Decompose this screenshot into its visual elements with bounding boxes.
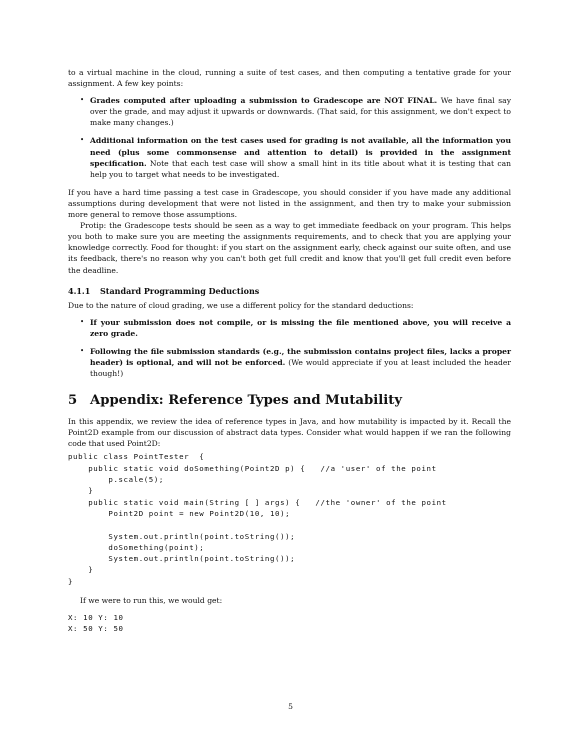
deductions-list <box>68 317 511 379</box>
paragraph-assumptions: If you have a hard time passing a test case in Gradescope, you should consider if you have made any additional assumptions during development that were not listed in the assignment, and then try to make your submission more general to remove those assumptions. <box>68 187 511 220</box>
bullet-icon: • <box>80 136 85 145</box>
bullet-icon: • <box>80 346 85 355</box>
code-line: p.scale(5); <box>68 475 164 485</box>
list-item-bold: Additional information on the test cases used for grading is not available, all the information you need (plus some commonsense and attention to detail) is provided in the assignment specification. <box>90 136 511 168</box>
subsection-number: 4.1.1 <box>68 285 91 296</box>
list-item-text: Note that each test case will show a small hint in its title about what it is testing that can help you to target what needs to be investigated. <box>90 158 511 179</box>
code-line: System.out.println(point.toString()); <box>68 554 296 564</box>
paragraph-appendix-intro: In this appendix, we review the idea of reference types in Java, and how mutability is impacted by it. Recall the Point2D example from our discussion of abstract data types. Consider what would happen if we ran the following code that used Point2D: <box>68 417 511 449</box>
output-line: X: 10 Y: 10 <box>68 613 124 623</box>
output-line: X: 50 Y: 50 <box>68 624 124 634</box>
section-heading <box>68 393 511 408</box>
list-item <box>68 346 511 379</box>
list-item-bold: Following the file submission standards (e.g., the submission contains project files, lacks a proper header) is optional, and will not be enforced. <box>90 346 511 367</box>
intro-paragraph: to a virtual machine in the cloud, running a suite of test cases, and then computing a tentative grade for your assignment. A few key points: <box>68 68 511 89</box>
code-line: public class PointTester { <box>68 452 205 462</box>
paragraph-deductions: Due to the nature of cloud grading, we use a different policy for the standard deductions: <box>68 300 414 310</box>
code-line: Point2D point = new Point2D(10, 10); <box>68 508 291 518</box>
code-line: System.out.println(point.toString()); <box>68 531 296 541</box>
paragraph-run-result: If we were to run this, we would get: <box>80 596 223 605</box>
code-line: } <box>68 486 94 496</box>
code-line: doSomething(point); <box>68 542 205 552</box>
section-title: Appendix: Reference Types and Mutability <box>90 393 402 409</box>
bullet-icon: • <box>80 96 85 105</box>
list-item-bold: Grades computed after uploading a submission to Gradescope are NOT FINAL. <box>90 96 438 106</box>
list-item <box>68 317 511 339</box>
subsection-title: Standard Programming Deductions <box>100 285 260 296</box>
page-number: 5 <box>288 702 293 711</box>
list-item <box>68 95 511 128</box>
program-output <box>68 612 511 635</box>
list-item <box>68 135 511 179</box>
list-item-bold: If your submission does not compile, or is missing the file mentioned above, you will receive a zero grade. <box>90 317 511 338</box>
code-line: } <box>68 565 94 575</box>
code-listing <box>68 451 511 587</box>
section-number: 5 <box>68 393 78 409</box>
list-item-text: We have final say over the grade, and may adjust it upwards or downwards. (That said, for this assignment, we don't expect to make many changes.) <box>90 96 511 128</box>
bullet-icon: • <box>80 317 85 326</box>
code-line: } <box>68 576 74 586</box>
grading-points-list <box>68 95 511 180</box>
list-item-text: (We would appreciate if you at least included the header though!) <box>90 357 511 379</box>
code-line: public static void doSomething(Point2D p) { //a 'user' of the point <box>68 463 437 473</box>
subsection-heading <box>68 286 511 296</box>
paragraph-protip: Protip: the Gradescope tests should be seen as a way to get immediate feedback on your program. This helps you both to make sure you are meeting the assignments requirements, and to check that you are applying your knowledge correctly. Food for thought: if you start on the assignment early, check against our suite often, and use its feedback, there's no reason why you can't both get full credit and know that you'll get full credit even before the deadline. <box>68 221 511 275</box>
code-line: public static void main(String [ ] args) { //the 'owner' of the point <box>68 497 447 507</box>
